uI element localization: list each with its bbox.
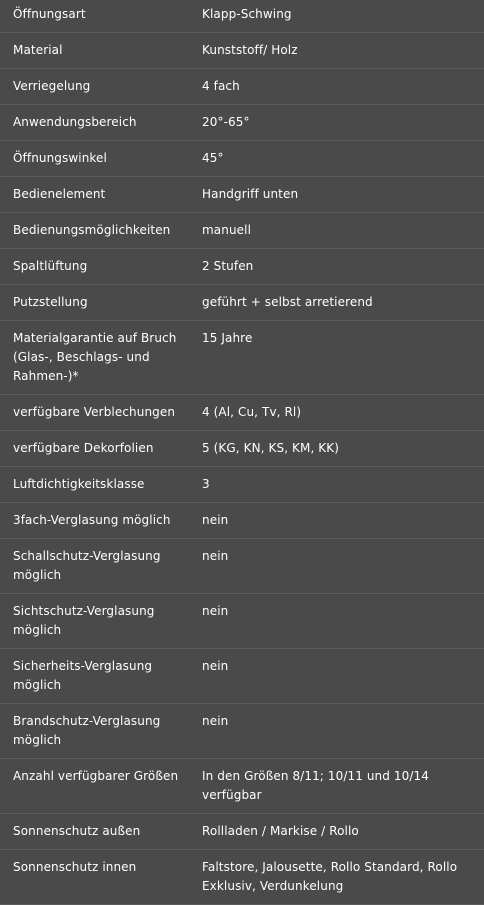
table-row — [0, 321, 484, 395]
table-row — [0, 69, 484, 105]
table-row — [0, 141, 484, 177]
table-row — [0, 503, 484, 539]
spec-label: Schallschutz-Verglasung möglich — [0, 539, 197, 594]
spec-label: Bedienelement — [0, 177, 197, 213]
spec-label: Öffnungswinkel — [0, 141, 197, 177]
spec-value: nein — [197, 539, 484, 594]
spec-value: Rollladen / Markise / Rollo — [197, 814, 484, 850]
spec-label: Luftdichtigkeitsklasse — [0, 467, 197, 503]
spec-value: In den Größen 8/11; 10/11 und 10/14 verfügbar — [197, 759, 484, 814]
spec-value: 45° — [197, 141, 484, 177]
table-row — [0, 105, 484, 141]
table-row — [0, 850, 484, 905]
table-row — [0, 177, 484, 213]
spec-value: 20°-65° — [197, 105, 484, 141]
spec-label: Putzstellung — [0, 285, 197, 321]
table-row — [0, 395, 484, 431]
spec-label: Sicherheits-Verglasung möglich — [0, 649, 197, 704]
spec-value: 3 — [197, 467, 484, 503]
spec-label: 3fach-Verglasung möglich — [0, 503, 197, 539]
spec-value: 15 Jahre — [197, 321, 484, 395]
table-row — [0, 759, 484, 814]
spec-value: nein — [197, 649, 484, 704]
table-row — [0, 814, 484, 850]
spec-label: Sonnenschutz außen — [0, 814, 197, 850]
spec-label: Anzahl verfügbarer Größen — [0, 759, 197, 814]
spec-value: nein — [197, 594, 484, 649]
spec-label: Anwendungsbereich — [0, 105, 197, 141]
spec-label: Öffnungsart — [0, 0, 197, 33]
table-row — [0, 431, 484, 467]
spec-value: Klapp-Schwing — [197, 0, 484, 33]
spec-value: 4 (Al, Cu, Tv, Rl) — [197, 395, 484, 431]
table-row — [0, 594, 484, 649]
spec-label: verfügbare Dekorfolien — [0, 431, 197, 467]
table-row — [0, 213, 484, 249]
spec-value: manuell — [197, 213, 484, 249]
table-row — [0, 249, 484, 285]
table-row — [0, 0, 484, 33]
table-row — [0, 467, 484, 503]
spec-value: 2 Stufen — [197, 249, 484, 285]
table-row — [0, 704, 484, 759]
spec-label: Materialgarantie auf Bruch (Glas-, Beschlags- und Rahmen-)* — [0, 321, 197, 395]
spec-value: 5 (KG, KN, KS, KM, KK) — [197, 431, 484, 467]
spec-value: nein — [197, 704, 484, 759]
spec-label: Material — [0, 33, 197, 69]
spec-value: geführt + selbst arretierend — [197, 285, 484, 321]
table-row — [0, 33, 484, 69]
spec-label: Sonnenschutz innen — [0, 850, 197, 905]
table-row — [0, 539, 484, 594]
spec-value: 4 fach — [197, 69, 484, 105]
spec-label: Sichtschutz-Verglasung möglich — [0, 594, 197, 649]
spec-value: Kunststoff/ Holz — [197, 33, 484, 69]
table-row — [0, 649, 484, 704]
spec-value: nein — [197, 503, 484, 539]
spec-label: Brandschutz-Verglasung möglich — [0, 704, 197, 759]
spec-label: verfügbare Verblechungen — [0, 395, 197, 431]
spec-label: Spaltlüftung — [0, 249, 197, 285]
spec-label: Verriegelung — [0, 69, 197, 105]
spec-value: Faltstore, Jalousette, Rollo Standard, Rollo Exklusiv, Verdunkelung — [197, 850, 484, 905]
table-row — [0, 285, 484, 321]
spec-label: Bedienungsmöglichkeiten — [0, 213, 197, 249]
spec-value: Handgriff unten — [197, 177, 484, 213]
